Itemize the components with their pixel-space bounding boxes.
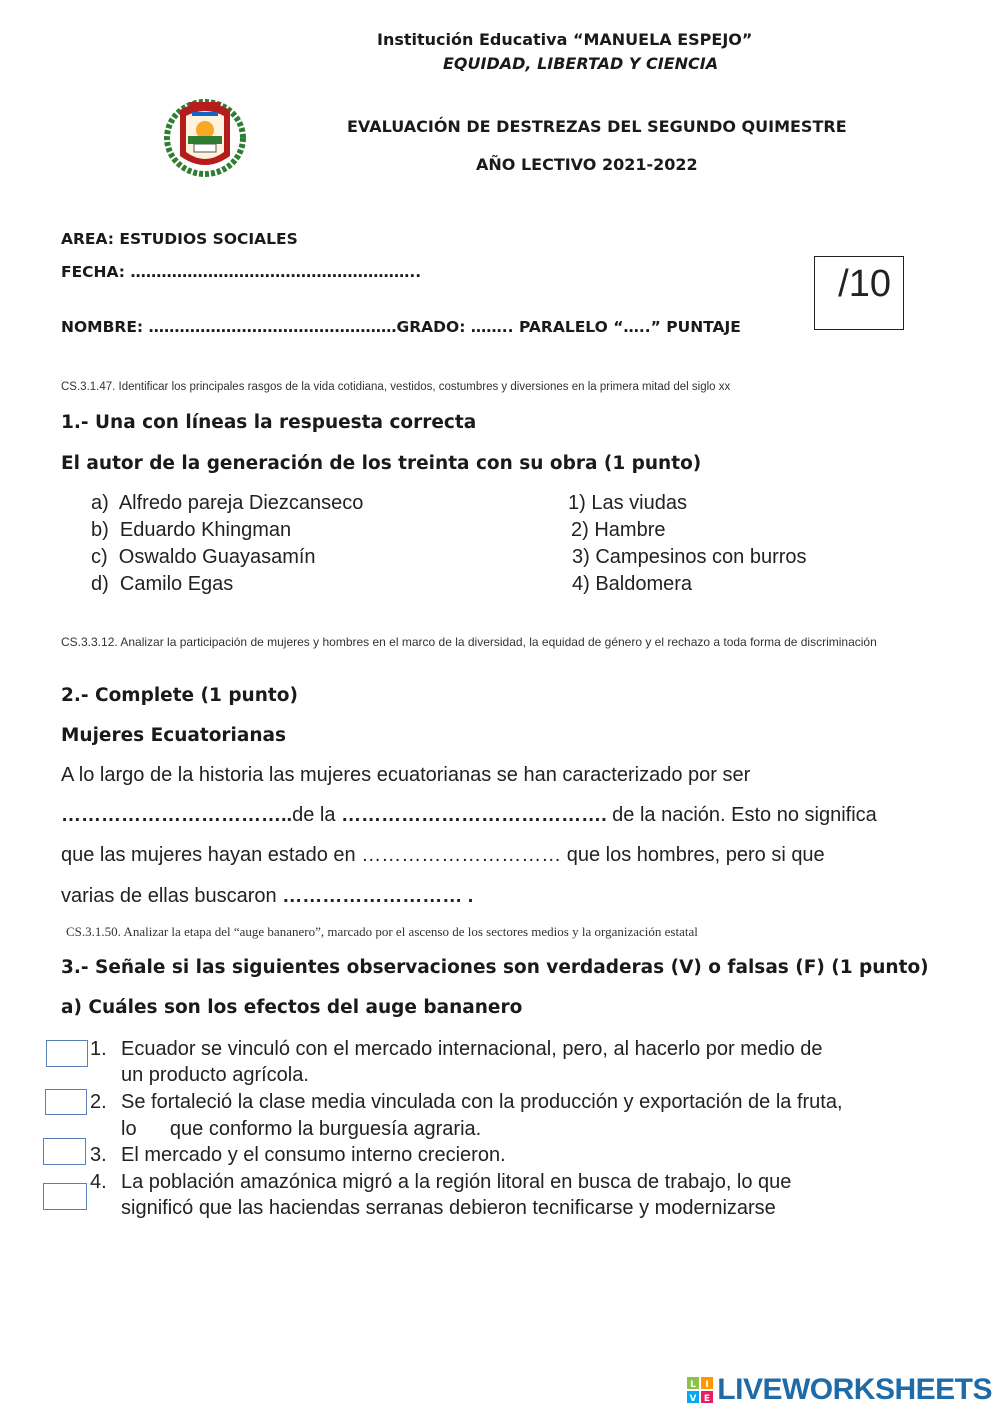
svg-text:E: E — [704, 1394, 711, 1403]
right-item: 1) Las viudas — [568, 492, 687, 514]
question-3-subtitle: a) Cuáles son los efectos del auge bananero — [61, 997, 523, 1018]
tf-item-text: La población amazónica migró a la región litoral en busca de trabajo, lo que — [121, 1171, 792, 1193]
tf-item-text: Ecuador se vinculó con el mercado internacional, pero, al hacerlo por medio de — [121, 1038, 823, 1060]
tf-item-text: un producto agrícola. — [121, 1064, 309, 1086]
question-2-subtitle: Mujeres Ecuatorianas — [61, 725, 287, 746]
vf-answer-box-1[interactable] — [46, 1040, 88, 1067]
area-label: AREA: ESTUDIOS SOCIALES — [61, 230, 298, 248]
tf-item-text: Se fortaleció la clase media vinculada con la producción y exportación de la fruta, — [121, 1091, 843, 1113]
blank-1[interactable]: …………………………….. — [61, 804, 293, 826]
question-1-title: 1.- Una con líneas la respuesta correcta — [61, 412, 477, 433]
institution-name: Institución Educativa “MANUELA ESPEJO” — [377, 30, 753, 49]
complete-line-2: ……………………………..de la …………………………………. de la nación. Esto no significa — [61, 804, 877, 826]
svg-text:V: V — [689, 1394, 697, 1403]
vf-answer-box-2[interactable] — [45, 1089, 87, 1115]
tf-item-text: lo que conformo la burguesía agraria. — [121, 1118, 482, 1140]
school-motto: EQUIDAD, LIBERTAD Y CIENCIA — [443, 54, 719, 73]
left-item: b) Eduardo Khingman — [91, 519, 292, 541]
score-text: /10 — [838, 263, 891, 305]
complete-line-1: A lo largo de la historia las mujeres ecuatorianas se han caracterizado por ser — [61, 764, 751, 786]
blank-4[interactable]: ……………………… . — [282, 885, 474, 907]
question-2-title: 2.- Complete (1 punto) — [61, 685, 298, 706]
exam-title: EVALUACIÓN DE DESTREZAS DEL SEGUNDO QUIMESTRE — [347, 117, 847, 136]
school-emblem — [160, 96, 250, 178]
tf-item-text: El mercado y el consumo interno crecieron. — [121, 1144, 506, 1166]
question-3-title: 3.- Señale si las siguientes observaciones son verdaderas (V) o falsas (F) (1 punto) — [61, 957, 929, 978]
vf-answer-box-3[interactable] — [43, 1138, 86, 1165]
tf-item-number: 1. — [90, 1038, 107, 1060]
standard-3: CS.3.1.50. Analizar la etapa del “auge bananero”, marcado por el ascenso de los sectores medios y la organización estatal — [66, 924, 698, 939]
tf-item-number: 4. — [90, 1171, 107, 1193]
score-box[interactable] — [814, 256, 904, 330]
school-year: AÑO LECTIVO 2021-2022 — [476, 155, 698, 174]
name-grade-line[interactable]: NOMBRE: …………………………………………GRADO: …….. PARALELO “…..” PUNTAJE — [61, 318, 741, 336]
left-item: d) Camilo Egas — [91, 573, 234, 595]
watermark-text: LIVEWORKSHEETS — [717, 1373, 992, 1406]
complete-line-3[interactable]: que las mujeres hayan estado en ………………………… que los hombres, pero si que — [61, 844, 825, 866]
standard-2: CS.3.3.12. Analizar la participación de mujeres y hombres en el marco de la diversidad, la equidad de género y el rechazo a toda forma de discriminación — [61, 635, 877, 649]
complete-line-4: varias de ellas buscaron ……………………… . — [61, 885, 474, 907]
right-item: 4) Baldomera — [572, 573, 693, 595]
svg-text:I: I — [705, 1380, 709, 1390]
blank-2[interactable]: …………………………………. — [341, 804, 607, 826]
right-item: 3) Campesinos con burros — [572, 546, 807, 568]
svg-text:L: L — [690, 1380, 697, 1390]
tf-item-number: 3. — [90, 1144, 107, 1166]
question-1-subtitle: El autor de la generación de los treinta con su obra (1 punto) — [61, 453, 702, 474]
tf-item-text: significó que las haciendas serranas debieron tecnificarse y modernizarse — [121, 1197, 776, 1219]
liveworksheets-watermark — [687, 1373, 992, 1407]
left-item: c) Oswaldo Guayasamín — [91, 546, 316, 568]
liveworksheets-logo-icon — [687, 1377, 713, 1403]
right-item: 2) Hambre — [571, 519, 666, 541]
tf-item-number: 2. — [90, 1091, 107, 1113]
date-field[interactable]: FECHA: ……………………………………………….. — [61, 263, 422, 281]
standard-1: CS.3.1.47. Identificar los principales rasgos de la vida cotidiana, vestidos, costumbres y diversiones en la primera mitad del siglo xx — [61, 381, 731, 393]
left-item: a) Alfredo pareja Diezcanseco — [91, 492, 364, 514]
vf-answer-box-4[interactable] — [43, 1183, 87, 1210]
